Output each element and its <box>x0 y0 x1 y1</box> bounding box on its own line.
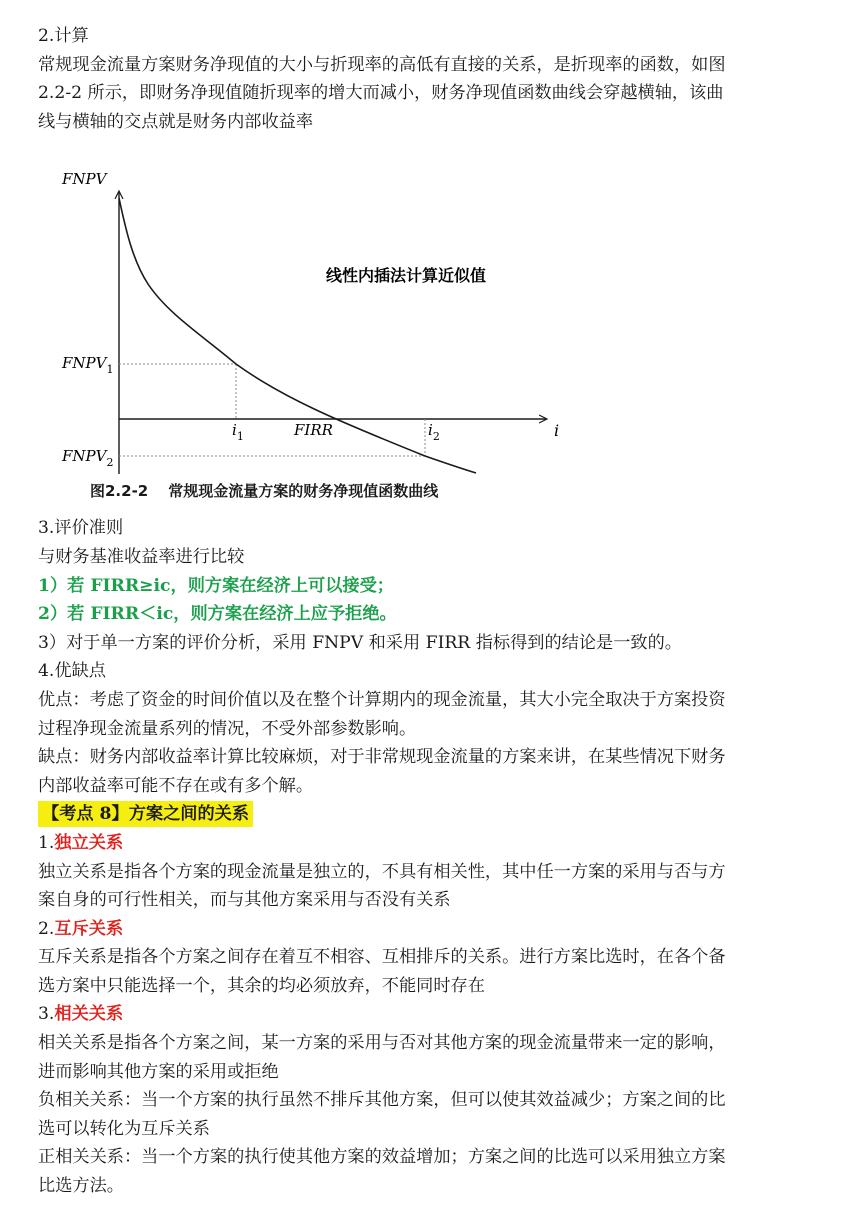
calc-paragraph-line: 常规现金流量方案财务净现值的大小与折现率的高低有直接的关系，是折现率的函数，如图 <box>38 54 726 75</box>
fnpv-figure <box>38 136 828 514</box>
i1-label: $i_1$ <box>232 421 244 444</box>
kaodian-title-row <box>38 800 828 829</box>
pros-paragraph-line: 过程净现金流量系列的情况，不受外部参数影响。 <box>38 718 417 739</box>
figure-number: 图2.2-2 <box>90 482 149 501</box>
related-title: 相关关系 <box>54 1004 124 1025</box>
cons-paragraph-line: 内部收益率可能不存在或有多个解。 <box>38 775 314 796</box>
exclusive-title: 互斥关系 <box>54 918 124 939</box>
exclusive-paragraph-line: 互斥关系是指各个方案之间存在着互不相容、互相排斥的关系。进行方案比选时，在各个备 <box>38 947 726 968</box>
fnpv-curve-chart <box>38 136 578 481</box>
firr-label: FIRR <box>294 421 333 440</box>
y-axis-label: FNPV <box>62 170 107 189</box>
fnpv2-label: $FNPV_2$ <box>62 447 114 470</box>
calc-paragraph-line: 2.2-2 所示，即财务净现值随折现率的增大而减小，财务净现值函数曲线会穿越横轴，该曲 <box>38 83 724 104</box>
related-number: 3. <box>38 1004 55 1025</box>
figure-caption <box>90 480 438 501</box>
exclusive-number: 2. <box>38 918 55 939</box>
eval-rule-consistency: 3）对于单一方案的评价分析，采用 FNPV 和采用 FIRR 指标得到的结论是一致的。 <box>38 632 682 653</box>
i2-label: $i_2$ <box>428 421 440 444</box>
exclusive-paragraph-line: 选方案中只能选择一个，其余的均必须放弃，不能同时存在 <box>38 975 485 996</box>
related-paragraph-line: 进而影响其他方案的采用或拒绝 <box>38 1061 279 1082</box>
negative-paragraph-line: 负相关关系：当一个方案的执行虽然不排斥其他方案，但可以使其效益减少；方案之间的比 <box>38 1090 726 1111</box>
kaodian-title: 【考点 8】方案之间的关系 <box>38 801 253 827</box>
calc-heading: 2.计算 <box>38 26 89 46</box>
positive-paragraph-line: 正相关关系：当一个方案的执行使其他方案的效益增加；方案之间的比选可以采用独立方案 <box>38 1147 726 1168</box>
related-paragraph-line: 相关关系是指各个方案之间，某一方案的采用与否对其他方案的现金流量带来一定的影响， <box>38 1033 726 1054</box>
interpolation-annotation: 线性内插法计算近似值 <box>326 266 487 286</box>
independent-heading <box>38 829 828 858</box>
independent-paragraph-line: 案自身的可行性相关，而与其他方案采用与否没有关系 <box>38 890 451 911</box>
calc-paragraph-line: 线与横轴的交点就是财务内部收益率 <box>38 111 314 132</box>
document-page <box>38 22 828 1201</box>
pros-cons-heading: 4.优缺点 <box>38 661 106 682</box>
exclusive-heading <box>38 915 828 944</box>
related-heading <box>38 1000 828 1029</box>
eval-intro: 与财务基准收益率进行比较 <box>38 546 245 567</box>
positive-paragraph-line: 比选方法。 <box>38 1176 124 1197</box>
independent-number: 1. <box>38 832 55 853</box>
negative-paragraph-line: 选可以转化为互斥关系 <box>38 1118 210 1139</box>
eval-rule-reject: 2）若 FIRR＜ic，则方案在经济上应予拒绝。 <box>38 604 397 625</box>
figure-caption-text: 常规现金流量方案的财务净现值函数曲线 <box>168 482 439 501</box>
eval-rule-accept: 1）若 FIRR≥ic，则方案在经济上可以接受； <box>38 575 394 596</box>
independent-title: 独立关系 <box>54 832 124 853</box>
x-axis-label: i <box>554 421 560 441</box>
independent-paragraph-line: 独立关系是指各个方案的现金流量是独立的，不具有相关性，其中任一方案的采用与否与方 <box>38 861 726 882</box>
pros-paragraph-line: 优点：考虑了资金的时间价值以及在整个计算期内的现金流量，其大小完全取决于方案投资 <box>38 689 726 710</box>
eval-heading: 3.评价准则 <box>38 518 124 539</box>
fnpv1-label: $FNPV_1$ <box>62 354 114 377</box>
cons-paragraph-line: 缺点：财务内部收益率计算比较麻烦，对于非常规现金流量的方案来讲，在某些情况下财务 <box>38 747 726 768</box>
